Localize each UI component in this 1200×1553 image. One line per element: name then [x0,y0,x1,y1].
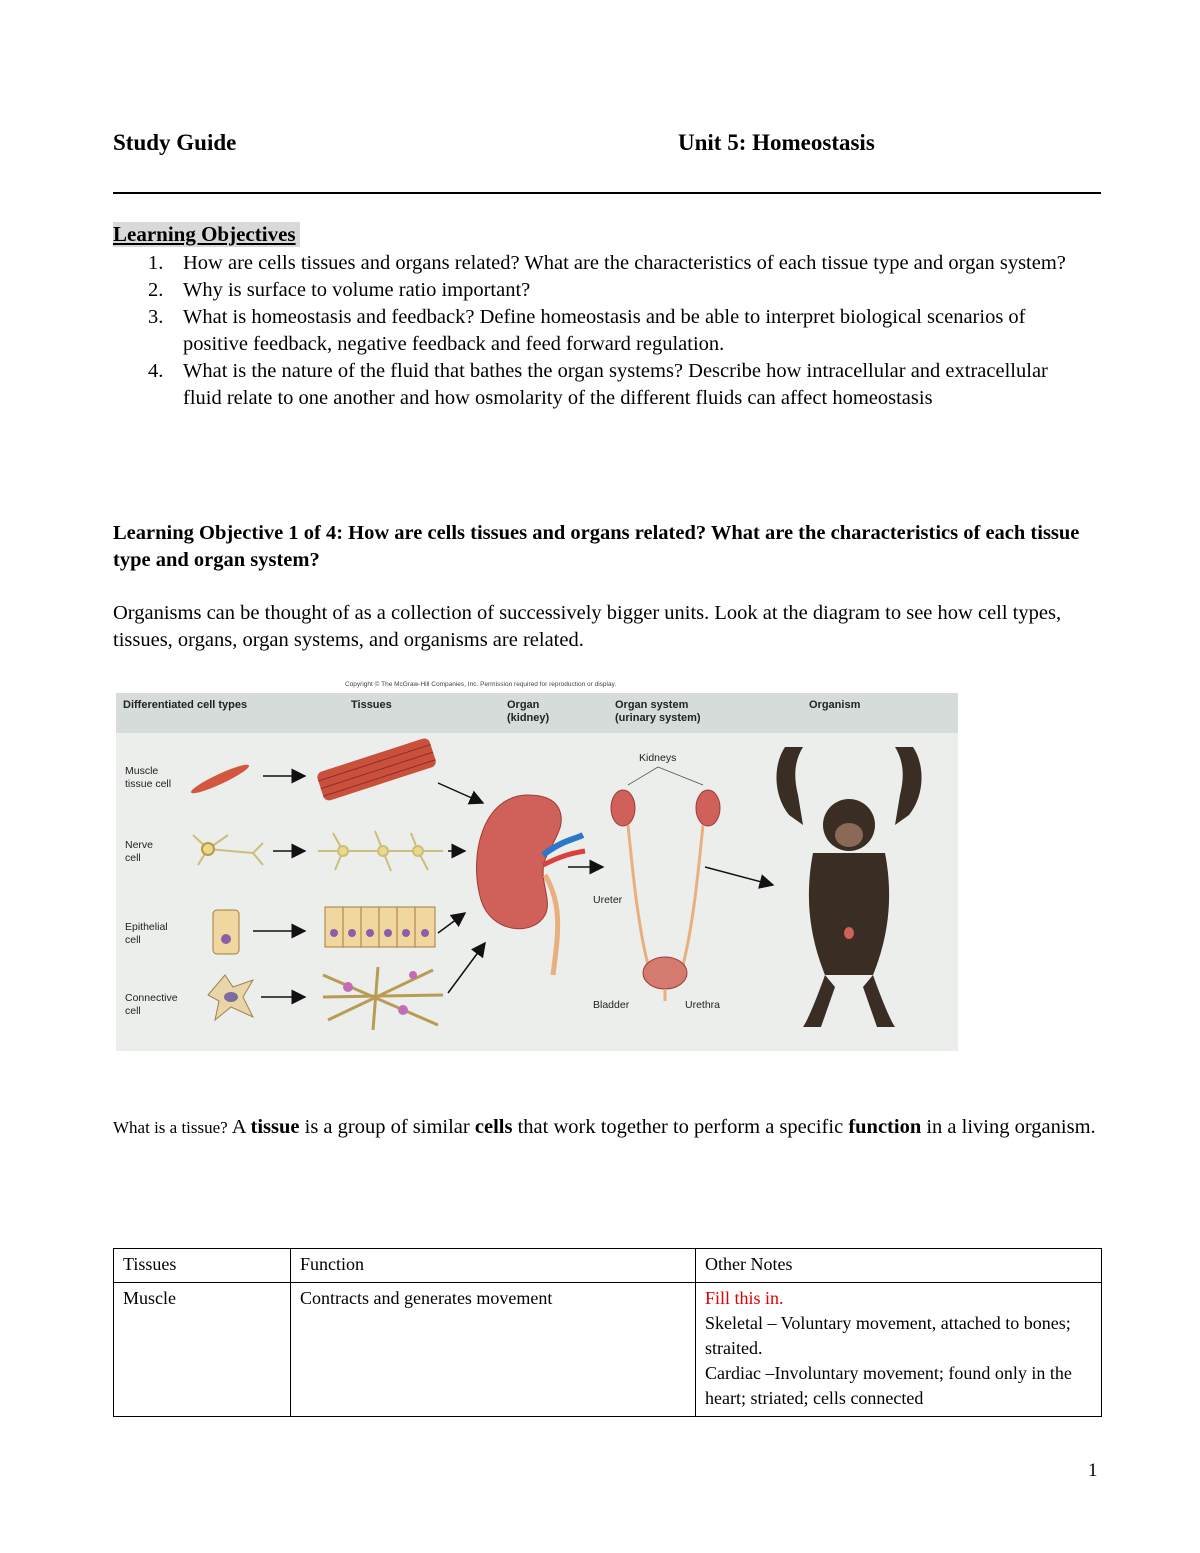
tissue-definition [113,1114,1103,1141]
learning-objectives-heading: Learning Objectives [113,222,300,247]
epithelial-nucleus-icon [221,934,231,944]
col-label-organ-sub: (kidney) [507,712,550,724]
col-label-tissues: Tissues [351,699,392,711]
label-kidneys: Kidneys [639,752,677,764]
item-text: What is homeostasis and feedback? Define homeostasis and be able to interpret biological scenarios of positive feedback, negative feedback and feed forward regulation. [183,306,1026,355]
label-urethra: Urethra [685,999,721,1011]
term-function: function [848,1116,922,1138]
epithelial-cell-icon [213,910,239,954]
col-label-cells: Differentiated cell types [123,699,248,711]
cell-label-epithelial: Epithelial [125,921,168,933]
objectives-list [113,250,1073,412]
header-left-title: Study Guide [113,130,237,155]
table-cell-tissue: Muscle [114,1283,291,1417]
item-text: What is the nature of the fluid that bathes the organ systems? Describe how intracellular and extracellular fluid relate to one another and how osmolarity of the different fluids can affect homeostasis [183,360,1048,409]
table-cell-function: Contracts and generates movement [291,1283,696,1417]
col-label-organism: Organism [809,699,861,711]
tissue-def-text: A [227,1116,251,1138]
table-header-cell: Other Notes [696,1249,1102,1283]
tissue-table [113,1248,1102,1417]
objective-1-title: Learning Objective 1 of 4: How are cells tissues and organs related? What are the characteristics of each tissue type and organ system? [113,522,1080,571]
list-item [113,358,1073,412]
cell-label-nerve-2: cell [125,852,141,864]
table-header-cell: Function [291,1249,696,1283]
col-label-organ-system: Organ system [615,699,689,711]
item-number: 4. [148,360,164,382]
table-header-cell: Tissues [114,1249,291,1283]
table-header-row [114,1249,1102,1283]
header-rule [113,192,1101,194]
item-text: Why is surface to volume ratio important? [183,279,531,301]
item-number: 1. [148,252,164,274]
list-item [113,277,1073,304]
fill-in-note: Fill this in. [705,1288,784,1308]
label-bladder: Bladder [593,999,630,1011]
tissue-def-text: that work together to perform a specific [512,1116,849,1138]
item-number: 2. [148,279,164,301]
tissue-def-text: is a group of similar [299,1116,475,1138]
cell-label-connective: Connective [125,992,178,1004]
item-number: 3. [148,306,164,328]
term-cells: cells [474,1116,513,1138]
connective-nucleus-icon [224,992,238,1002]
cell-label-nerve: Nerve [125,839,154,851]
note-line: Skeletal – Voluntary movement, attached to bones; straited. [705,1313,1071,1358]
intro-paragraph: Organisms can be thought of as a collection of successively bigger units. Look at the diagram to see how cell types, tissues, organs, organ systems, and organisms are related. [113,602,1062,651]
tissue-question: What is a tissue? [113,1118,228,1137]
page-number: 1 [1088,1460,1098,1481]
label-ureter: Ureter [593,894,623,906]
col-label-organ-system-sub: (urinary system) [615,712,701,724]
cell-label-epithelial-2: cell [125,934,141,946]
cell-label-connective-2: cell [125,1005,141,1017]
item-text: How are cells tissues and organs related? What are the characteristics of each tissue type and organ system? [183,252,1066,274]
header-right-title: Unit 5: Homeostasis [678,130,875,155]
cell-label-muscle-2: tissue cell [125,778,172,790]
list-item [113,304,1073,358]
list-item [113,250,1073,277]
col-label-organ: Organ [507,699,540,711]
table-cell-notes [696,1283,1102,1417]
term-tissue: tissue [250,1116,300,1138]
tissue-def-text: in a living organism. [921,1116,1096,1138]
epithelial-tissue-icon [325,907,435,947]
hierarchy-figure [113,675,958,1055]
figure-copyright: Copyright © The McGraw-Hill Companies, Inc. Permission required for reproduction or display. [345,681,617,688]
cell-label-muscle: Muscle [125,765,159,777]
note-line: Cardiac –Involuntary movement; found only in the heart; striated; cells connected [705,1363,1072,1408]
table-row [114,1283,1102,1417]
